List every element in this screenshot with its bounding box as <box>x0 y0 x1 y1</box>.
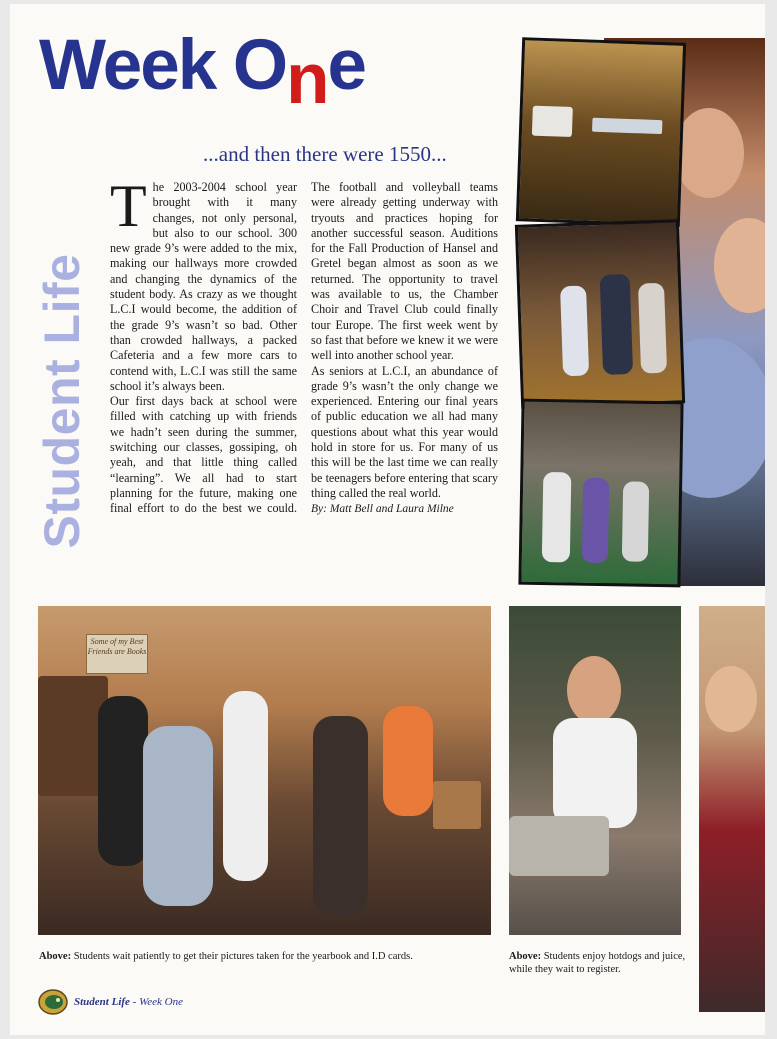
student-figure <box>313 716 368 916</box>
student-figure <box>638 283 667 374</box>
student-figure <box>143 726 213 906</box>
library-sign: Some of my Best Friends are Books <box>86 634 148 674</box>
article-paragraph-1 <box>110 173 297 394</box>
photo-library-tables <box>516 37 686 227</box>
student-figure <box>542 472 572 562</box>
student-figure <box>622 481 649 561</box>
paper-stack <box>532 106 573 137</box>
footer-text <box>74 996 183 1008</box>
article-body <box>110 173 498 600</box>
title-red-letter: n <box>286 40 328 119</box>
face-shape <box>705 666 757 732</box>
cardboard-box <box>433 781 481 829</box>
footer-section: Student Life <box>74 996 130 1008</box>
photo-gym-line <box>518 399 683 588</box>
student-figure <box>98 696 148 866</box>
section-label-vertical <box>34 242 90 560</box>
student-figure <box>383 706 433 816</box>
subtitle: ...and then there were 1550... <box>203 142 447 166</box>
caption-left-lead: Above: <box>39 951 72 962</box>
photo-girl-red-sweater <box>699 606 765 1012</box>
byline: By: Matt Bell and Laura Milne <box>311 503 454 516</box>
title-part-1: Week O <box>39 26 287 105</box>
photo-gym-crowd <box>515 219 685 409</box>
page-footer <box>38 989 183 1015</box>
footer-separator: - <box>129 996 140 1008</box>
article-paragraph-3: As seniors at L.C.I, an abundance of grade 9’s wasn’t the only change we experienced. Entering our final years of public education we all had many questions about what this year would hold in store for us. For many of us this will be the last time we can really be teenagers before entering that scary thing called the real world. <box>311 363 498 500</box>
caption-right-text: Students enjoy hotdogs and juice, while they wait to register. <box>509 951 686 975</box>
face-shape <box>567 656 621 724</box>
photo-library-line <box>38 606 491 935</box>
student-figure <box>582 478 609 563</box>
caption-right-lead: Above: <box>509 951 542 962</box>
footer-page: Week One <box>139 996 183 1008</box>
student-figure <box>223 691 268 881</box>
caption-right <box>509 950 689 976</box>
student-figure <box>560 285 589 376</box>
drop-cap: T <box>110 173 147 239</box>
shirt-shape <box>553 718 637 828</box>
article-p1-text: he 2003-2004 school year brought with it many changes, not only personal, but also to our school. 300 new grade 9’s were added to the mix, making our hallways more crowded and changing the dynamics of the student body. As crazy as we thought L.C.I would become, the addition of the grade 9’s wasn’t so bad. Other than crowded hallways, a packed Cafeteria and a few more cars to contend with, L.C.I was still the same school it’s always been. <box>110 180 297 393</box>
section-label-text: Student Life <box>34 253 90 549</box>
title-part-3: e <box>327 26 366 105</box>
food-tray <box>509 816 609 876</box>
caption-left <box>39 950 491 963</box>
face-shape <box>674 108 744 198</box>
book-row <box>592 118 662 134</box>
student-figure <box>600 274 633 375</box>
caption-left-text: Students wait patiently to get their pictures taken for the yearbook and I.D cards. <box>71 951 413 962</box>
face-shape <box>714 218 765 313</box>
school-logo-icon <box>38 989 68 1015</box>
photo-girl-hotdogs <box>509 606 681 935</box>
article-paragraph-2: Our first days back at school were filled with catching up with friends we hadn’t seen during the summer, switching our classes, gossiping, oh yeah, and that little thing called “learning”. We all had to start planning for the future, making one final effort to do the best we could. The football and volleyball teams were already getting underway with tryouts and practices hoping for another successful season. Auditions for the Fall Production of Hansel and Gretel began almost as soon as we returned. The opportunity to travel was available to us, the Chamber Choir and Travel Club could finally tour Europe. The first week went by so fast that before we knew it we were well into another school year. <box>110 180 498 516</box>
page-title <box>39 26 366 119</box>
